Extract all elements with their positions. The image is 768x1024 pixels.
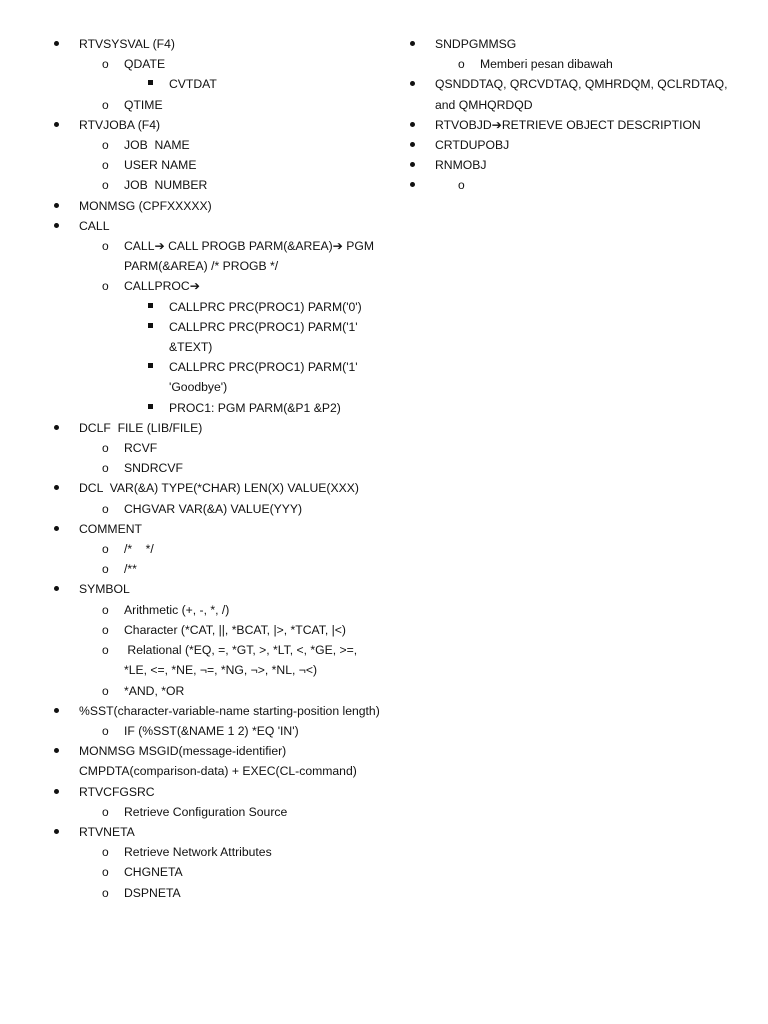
list-item-level-2	[52, 276, 382, 296]
list-item-level-3	[52, 74, 382, 94]
list-item-level-2	[52, 600, 382, 620]
bullet-circle-icon: o	[102, 542, 109, 557]
bullet-circle-icon: o	[458, 57, 465, 72]
list-item-text: RTVOBJD➔RETRIEVE OBJECT DESCRIPTION	[435, 117, 701, 132]
bullet-circle-icon: o	[102, 804, 109, 819]
list-item-level-2	[52, 54, 382, 74]
list-item-level-2	[52, 175, 382, 195]
list-item-level-2	[52, 883, 382, 903]
list-item-level-1	[52, 701, 382, 721]
list-item-text: QSNDDTAQ, QRCVDTAQ, QMHRDQM, QCLRDTAQ, and QMHQRDQD	[435, 77, 731, 112]
list-item-level-2	[52, 842, 382, 862]
bullet-disc-icon	[54, 196, 59, 216]
bullet-disc-icon	[410, 175, 415, 195]
bullet-circle-icon: o	[102, 885, 109, 900]
list-item-level-1	[52, 741, 382, 781]
list-item-text: CHGNETA	[124, 865, 183, 880]
list-item-text: CALLPROC➔	[124, 279, 200, 294]
list-item-text: DCLF FILE (LIB/FILE)	[79, 420, 203, 435]
bullet-circle-icon: o	[102, 178, 109, 193]
list-item-level-1	[52, 34, 382, 54]
bullet-disc-icon	[54, 216, 59, 236]
bullet-disc-icon	[54, 34, 59, 54]
list-item-text: SNDPGMMSG	[435, 37, 517, 51]
list-item-level-3	[52, 297, 382, 317]
list-item-level-2	[52, 640, 382, 680]
list-item-level-3	[52, 317, 382, 357]
list-item-text: Arithmetic (+, -, *, /)	[124, 602, 230, 617]
bullet-circle-icon: o	[102, 562, 109, 577]
list-item-text: CALL	[79, 218, 110, 233]
list-item-level-2	[52, 458, 382, 478]
list-item-text: CALLPRC PRC(PROC1) PARM('1' &TEXT)	[169, 319, 362, 355]
bullet-disc-icon	[54, 701, 59, 721]
list-item-level-3	[52, 357, 382, 397]
list-item-text: CALLPRC PRC(PROC1) PARM('1' 'Goodbye')	[169, 360, 362, 395]
list-item-level-1	[52, 579, 382, 599]
list-item-text: MONMSG (CPFXXXXX)	[79, 198, 212, 213]
list-item-text: *AND, *OR	[124, 683, 185, 698]
list-item-level-3	[52, 398, 382, 418]
list-item-level-1	[408, 74, 738, 114]
list-item-text: CVTDAT	[169, 77, 217, 92]
list-item-text: RTVJOBA (F4)	[79, 117, 161, 132]
list-item-level-1	[408, 135, 738, 155]
bullet-circle-icon: o	[102, 97, 109, 112]
bullet-disc-icon	[54, 519, 59, 539]
list-item-text: JOB NUMBER	[124, 178, 208, 193]
bullet-circle-icon: o	[102, 239, 109, 254]
bullet-square-icon	[148, 317, 153, 337]
list-item-text: CALLPRC PRC(PROC1) PARM('0')	[169, 299, 362, 314]
list-item-level-1	[52, 519, 382, 539]
list-item-level-2	[52, 539, 382, 559]
list-item-level-2	[52, 862, 382, 882]
bullet-disc-icon	[410, 155, 415, 175]
list-item-level-1	[408, 115, 738, 135]
bullet-circle-icon: o	[102, 865, 109, 880]
bullet-circle-icon: o	[102, 461, 109, 476]
bullet-disc-icon	[410, 135, 415, 155]
list-item-text: /* */	[124, 542, 154, 557]
bullet-disc-icon	[54, 782, 59, 802]
list-item-text: CHGVAR VAR(&A) VALUE(YYY)	[124, 501, 303, 516]
list-item-level-2	[52, 135, 382, 155]
list-item-text: DSPNETA	[124, 885, 181, 900]
list-item-text: /**	[124, 562, 137, 577]
list-item-level-1	[408, 34, 738, 54]
list-item-text: IF (%SST(&NAME 1 2) *EQ 'IN')	[124, 723, 299, 738]
list-item-level-2	[52, 236, 382, 276]
bullet-circle-icon: o	[102, 158, 109, 173]
bullet-circle-icon: o	[458, 178, 465, 193]
list-item-level-2	[52, 559, 382, 579]
list-item-text: JOB NAME	[124, 138, 190, 153]
list-item-text: RTVSYSVAL (F4)	[79, 37, 175, 51]
list-item-level-2	[52, 499, 382, 519]
bullet-square-icon	[148, 357, 153, 377]
right-column	[408, 34, 738, 193]
list-item-level-1	[52, 418, 382, 438]
list-item-text: USER NAME	[124, 158, 197, 173]
bullet-square-icon	[148, 74, 153, 94]
bullet-circle-icon: o	[102, 441, 109, 456]
bullet-disc-icon	[54, 579, 59, 599]
list-item-text: RTVNETA	[79, 824, 135, 839]
bullet-disc-icon	[54, 822, 59, 842]
bullet-circle-icon: o	[102, 279, 109, 294]
bullet-square-icon	[148, 297, 153, 317]
list-item-level-2	[52, 681, 382, 701]
list-item-text: Relational (*EQ, =, *GT, >, *LT, <, *GE, >=, *LE, <=, *NE, ¬=, *NG, ¬>, *NL, ¬<)	[124, 643, 361, 678]
list-item-level-1	[52, 115, 382, 135]
list-item-text: PROC1: PGM PARM(&P1 &P2)	[169, 400, 341, 415]
bullet-disc-icon	[54, 418, 59, 438]
list-item-text: Character (*CAT, ||, *BCAT, |>, *TCAT, |<)	[124, 622, 346, 637]
bullet-circle-icon: o	[102, 57, 109, 72]
list-item-level-2	[52, 95, 382, 115]
bullet-disc-icon	[410, 74, 415, 94]
list-item-text: Retrieve Network Attributes	[124, 845, 272, 860]
list-item-text: COMMENT	[79, 521, 142, 536]
list-item-text: Memberi pesan dibawah	[480, 57, 613, 72]
list-item-text: Retrieve Configuration Source	[124, 804, 288, 819]
list-item-level-1	[52, 216, 382, 236]
list-item-level-2	[52, 155, 382, 175]
left-column	[52, 34, 382, 903]
list-item-level-1	[52, 196, 382, 216]
list-item-level-1	[52, 782, 382, 802]
list-item-text: DCL VAR(&A) TYPE(*CHAR) LEN(X) VALUE(XXX)	[79, 481, 359, 496]
list-item-level-2	[52, 620, 382, 640]
bullet-disc-icon	[410, 34, 415, 54]
list-item-level-2	[52, 802, 382, 822]
list-item-text: QTIME	[124, 97, 163, 112]
list-item-level-2	[408, 54, 738, 74]
bullet-circle-icon: o	[102, 683, 109, 698]
bullet-disc-icon	[54, 741, 59, 761]
bullet-disc-icon	[54, 478, 59, 498]
list-item-text: SYMBOL	[79, 582, 130, 597]
list-item-text: MONMSG MSGID(message-identifier) CMPDTA(comparison-data) + EXEC(CL-command)	[79, 744, 357, 779]
list-item-level-2	[52, 721, 382, 741]
list-item-text: RNMOBJ	[435, 158, 487, 173]
bullet-circle-icon: o	[102, 723, 109, 738]
list-item-text: RCVF	[124, 441, 158, 456]
list-item-level-1	[52, 478, 382, 498]
list-item-text: CRTDUPOBJ	[435, 138, 510, 153]
list-item-level-1	[52, 822, 382, 842]
bullet-circle-icon: o	[102, 643, 109, 658]
list-item-text: SNDRCVF	[124, 461, 183, 476]
bullet-circle-icon: o	[102, 622, 109, 637]
list-item-text: QDATE	[124, 57, 166, 72]
bullet-disc-icon	[410, 115, 415, 135]
bullet-disc-icon	[54, 115, 59, 135]
bullet-square-icon	[148, 398, 153, 418]
list-item-level-1	[408, 155, 738, 175]
list-item-text: CALL➔ CALL PROGB PARM(&AREA)➔ PGM PARM(&AREA) /* PROGB */	[124, 239, 378, 274]
bullet-circle-icon: o	[102, 845, 109, 860]
list-item-level-2	[52, 438, 382, 458]
list-item-text: %SST(character-variable-name starting-position length)	[79, 703, 380, 718]
bullet-circle-icon: o	[102, 602, 109, 617]
list-item-text: RTVCFGSRC	[79, 784, 155, 799]
bullet-circle-icon: o	[102, 138, 109, 153]
bullet-circle-icon: o	[102, 501, 109, 516]
